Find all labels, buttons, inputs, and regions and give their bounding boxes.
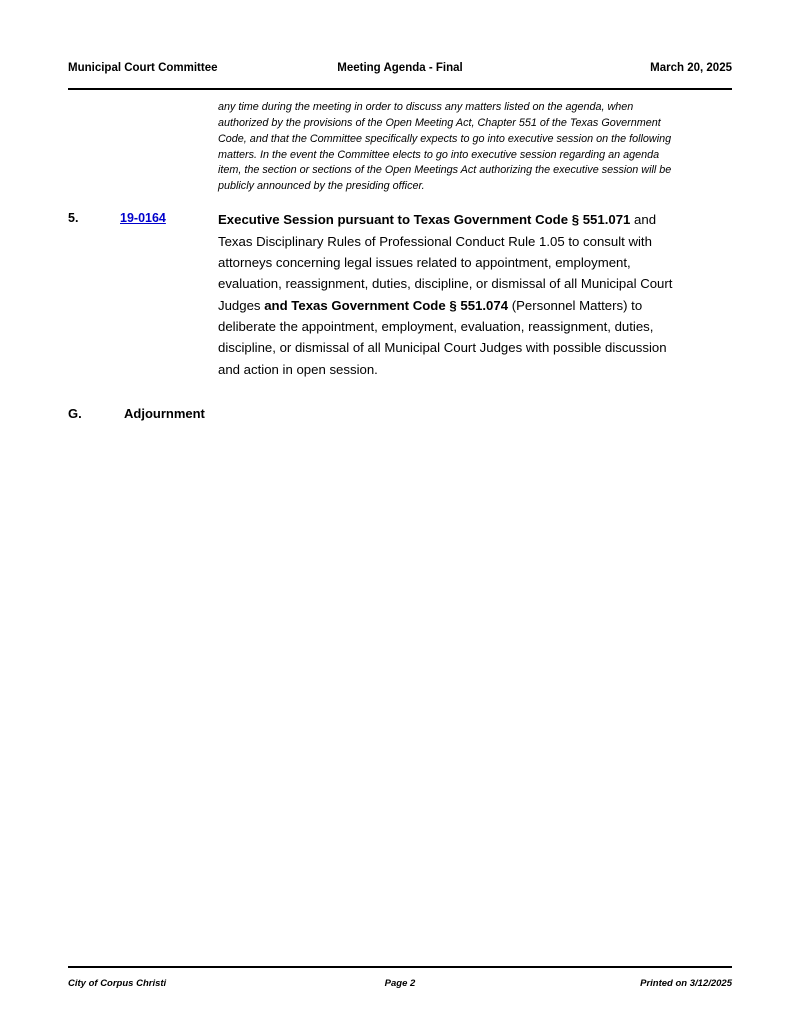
section-letter: G. [68, 406, 82, 422]
section-title: Adjournment [124, 406, 205, 422]
agenda-item-text-plain-2: (Personnel Matters) to deliberate the appointment, employment, evaluation, reassignment, duties, discipline, or dismissal of all Municipal Court Judges with possible discussion and action in open session. [218, 297, 667, 377]
header-document-title: Meeting Agenda - Final [337, 62, 463, 74]
agenda-item-text-bold-1: Executive Session pursuant to Texas Government Code § 551.071 [218, 212, 631, 228]
header-committee-name: Municipal Court Committee [68, 62, 218, 74]
agenda-item-text-plain-1: and Texas Disciplinary Rules of Professional Conduct Rule 1.05 to consult with attorneys concerning legal issues related to appointment, employment, evaluation, reassignment, duties, discipline, or dismissal of all Municipal Court Judges [218, 212, 673, 313]
agenda-item-number: 5. [68, 211, 79, 226]
section-adjournment [68, 406, 732, 421]
footer-page-number: Page 2 [384, 978, 416, 989]
file-number-link[interactable]: 19-0164 [120, 211, 166, 226]
executive-session-preamble: any time during the meeting in order to discuss any matters listed on the agenda, when authorized by the provisions of the Open Meeting Act, Chapter 551 of the Texas Government Code, and that the Committee specifically expects to go into executive session on the following matters. In the event the Committee elects to go into executive session regarding an agenda item, the section or sections of the Open Meetings Act authorizing the executive session will be publicly announced by the presiding officer. [218, 101, 672, 193]
footer-city-name: City of Corpus Christi [68, 978, 167, 989]
header-meeting-date: March 20, 2025 [650, 62, 732, 74]
header-divider [68, 88, 732, 90]
agenda-item-text [218, 209, 688, 380]
page-header [68, 62, 732, 74]
footer-printed-date: Printed on 3/12/2025 [640, 978, 732, 989]
agenda-item-file-number [120, 209, 218, 380]
agenda-item-text-bold-2: and Texas Government Code § 551.074 [264, 297, 509, 313]
agenda-item-5 [68, 209, 732, 380]
document-body [68, 100, 732, 421]
footer-divider [68, 966, 732, 968]
page-footer [68, 978, 732, 989]
